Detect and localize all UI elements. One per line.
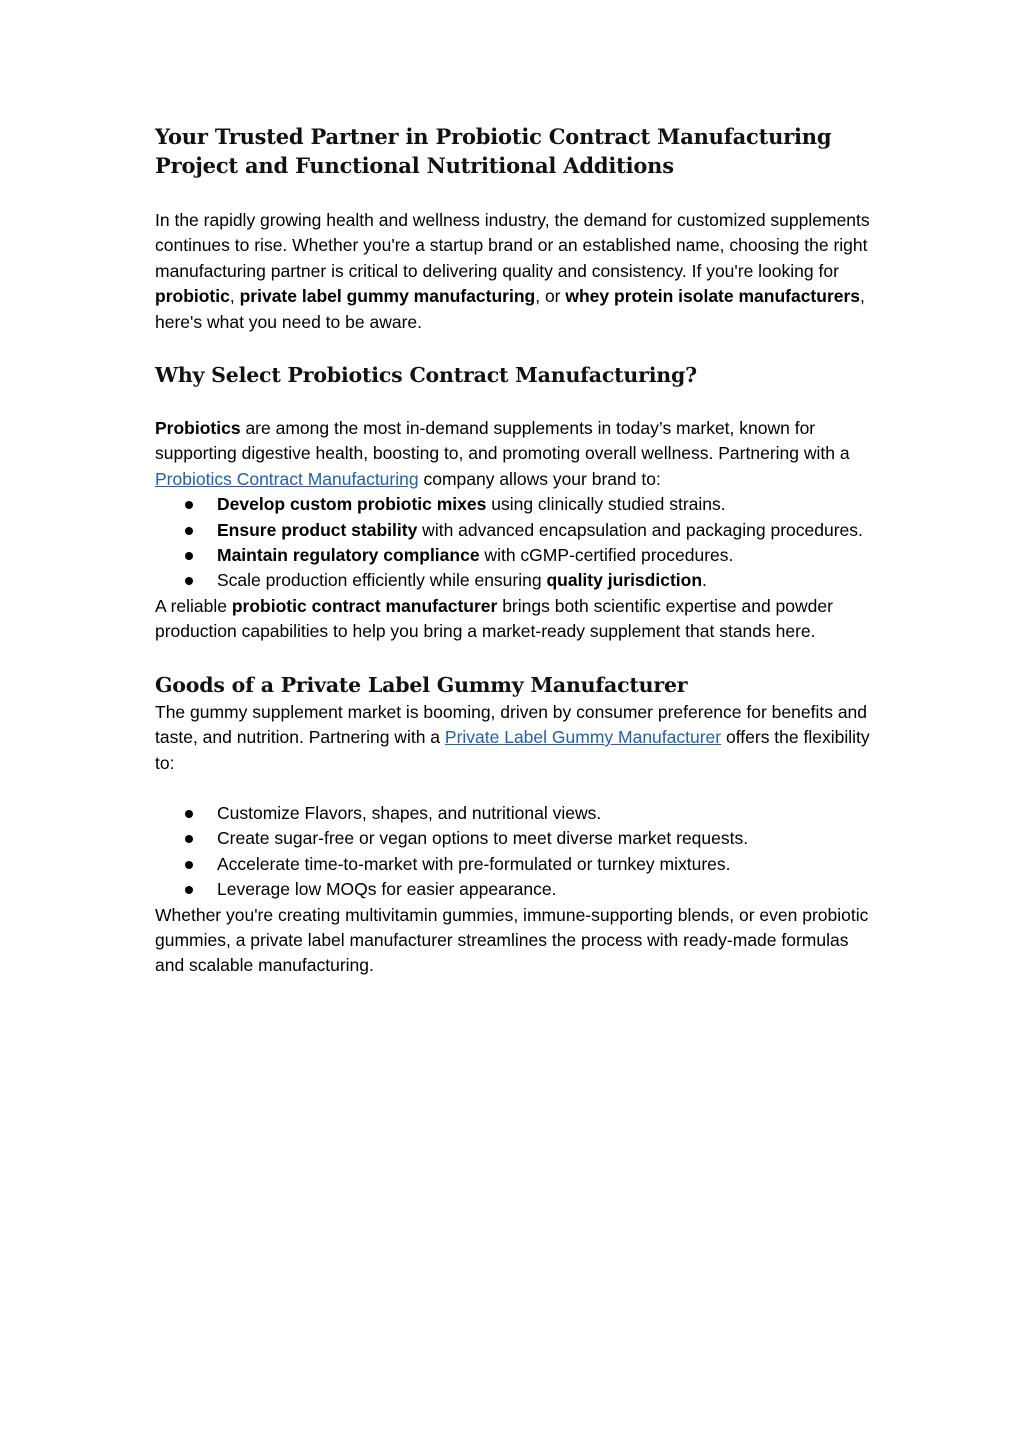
list-item xyxy=(155,543,871,568)
list-item-text: using clinically studied strains. xyxy=(486,494,726,515)
list-item-text: with cGMP-certified procedures. xyxy=(479,545,734,566)
reliable-text: A reliable xyxy=(155,595,232,616)
list-item xyxy=(155,492,871,517)
gummy-text: offers the flexibility to: xyxy=(155,727,870,773)
list-item xyxy=(155,801,871,826)
gummy-text: The gummy supplement market is booming, driven by consumer preference for benefits and taste, and nutrition. Partnering with a xyxy=(155,701,868,748)
gummy-benefit-list xyxy=(155,801,871,903)
list-item-text: with advanced encapsulation and packaging procedures. xyxy=(417,519,863,540)
list-item-bold: Ensure product stability xyxy=(217,519,418,540)
closing-paragraph: Whether you're creating multivitamin gummies, immune-supporting blends, or even probiotic gummies, a private label manufacturer streamlines the process with ready-made formulas and scalable manufacturing. xyxy=(155,904,869,976)
page-title: Your Trusted Partner in Probiotic Contract Manufacturing Project and Functional Nutritional Additions xyxy=(155,124,832,178)
intro-text: , here's what you need to be aware. xyxy=(155,286,865,332)
bullet-icon xyxy=(185,501,193,509)
gummy-paragraph xyxy=(155,700,871,776)
intro-paragraph xyxy=(155,208,871,335)
intro-text: , xyxy=(229,286,240,307)
reliable-bold: probiotic contract manufacturer xyxy=(231,595,498,616)
list-item-bold: Maintain regulatory compliance xyxy=(217,545,480,566)
list-item-text: . xyxy=(702,570,707,591)
probiotics-contract-link[interactable]: Probiotics Contract Manufacturing xyxy=(155,468,419,489)
list-item xyxy=(155,852,871,877)
bullet-icon xyxy=(185,810,193,818)
intro-text: , or xyxy=(535,286,566,307)
intro-text: In the rapidly growing health and wellness industry, the demand for customized supplements continues to rise. Whether you're a startup brand or an established name, choosing the right manufacturing partner is critical to delivering quality and consistency. If you're looking for xyxy=(155,210,870,281)
reliable-manufacturer-paragraph xyxy=(155,594,871,645)
private-label-gummy-link[interactable]: Private Label Gummy Manufacturer xyxy=(444,727,722,748)
probiotics-bold: Probiotics xyxy=(155,418,241,439)
list-item-text: Create sugar-free or vegan options to meet diverse market requests. xyxy=(217,828,749,849)
probiotics-benefit-list xyxy=(155,492,871,594)
list-item-text: Leverage low MOQs for easier appearance. xyxy=(217,879,557,900)
bullet-icon xyxy=(185,861,193,869)
bullet-icon xyxy=(185,552,193,560)
section-heading-probiotics: Why Select Probiotics Contract Manufacturing? xyxy=(155,363,697,388)
list-item-bold: quality jurisdiction xyxy=(546,570,703,591)
probiotics-text: are among the most in-demand supplements in today’s market, known for supporting digestive health, boosting to, and promoting overall wellness. Partnering with a xyxy=(155,418,850,464)
probiotics-paragraph xyxy=(155,416,871,492)
list-item xyxy=(155,826,871,851)
list-item-text: Scale production efficiently while ensuring xyxy=(217,570,547,591)
bullet-icon xyxy=(185,527,193,535)
list-item-text: Customize Flavors, shapes, and nutritional views. xyxy=(217,802,602,823)
reliable-text: brings both scientific expertise and powder production capabilities to help you bring a market-ready supplement that stands here. xyxy=(155,595,833,642)
bullet-icon xyxy=(185,577,193,585)
list-item xyxy=(155,518,871,543)
list-item xyxy=(155,568,871,593)
intro-bold-probiotic: probiotic xyxy=(155,286,230,307)
probiotics-text: company allows your brand to: xyxy=(418,468,661,489)
bullet-icon xyxy=(185,886,193,894)
list-item-text: Accelerate time-to-market with pre-formulated or turnkey mixtures. xyxy=(217,853,731,874)
bullet-icon xyxy=(185,835,193,843)
list-item-bold: Develop custom probiotic mixes xyxy=(217,494,487,515)
list-item xyxy=(155,877,871,902)
intro-bold-whey: whey protein isolate manufacturers xyxy=(565,286,861,307)
intro-bold-gummy: private label gummy manufacturing xyxy=(239,286,536,307)
section-heading-gummy: Goods of a Private Label Gummy Manufacturer xyxy=(155,672,688,697)
document-body xyxy=(155,122,871,979)
